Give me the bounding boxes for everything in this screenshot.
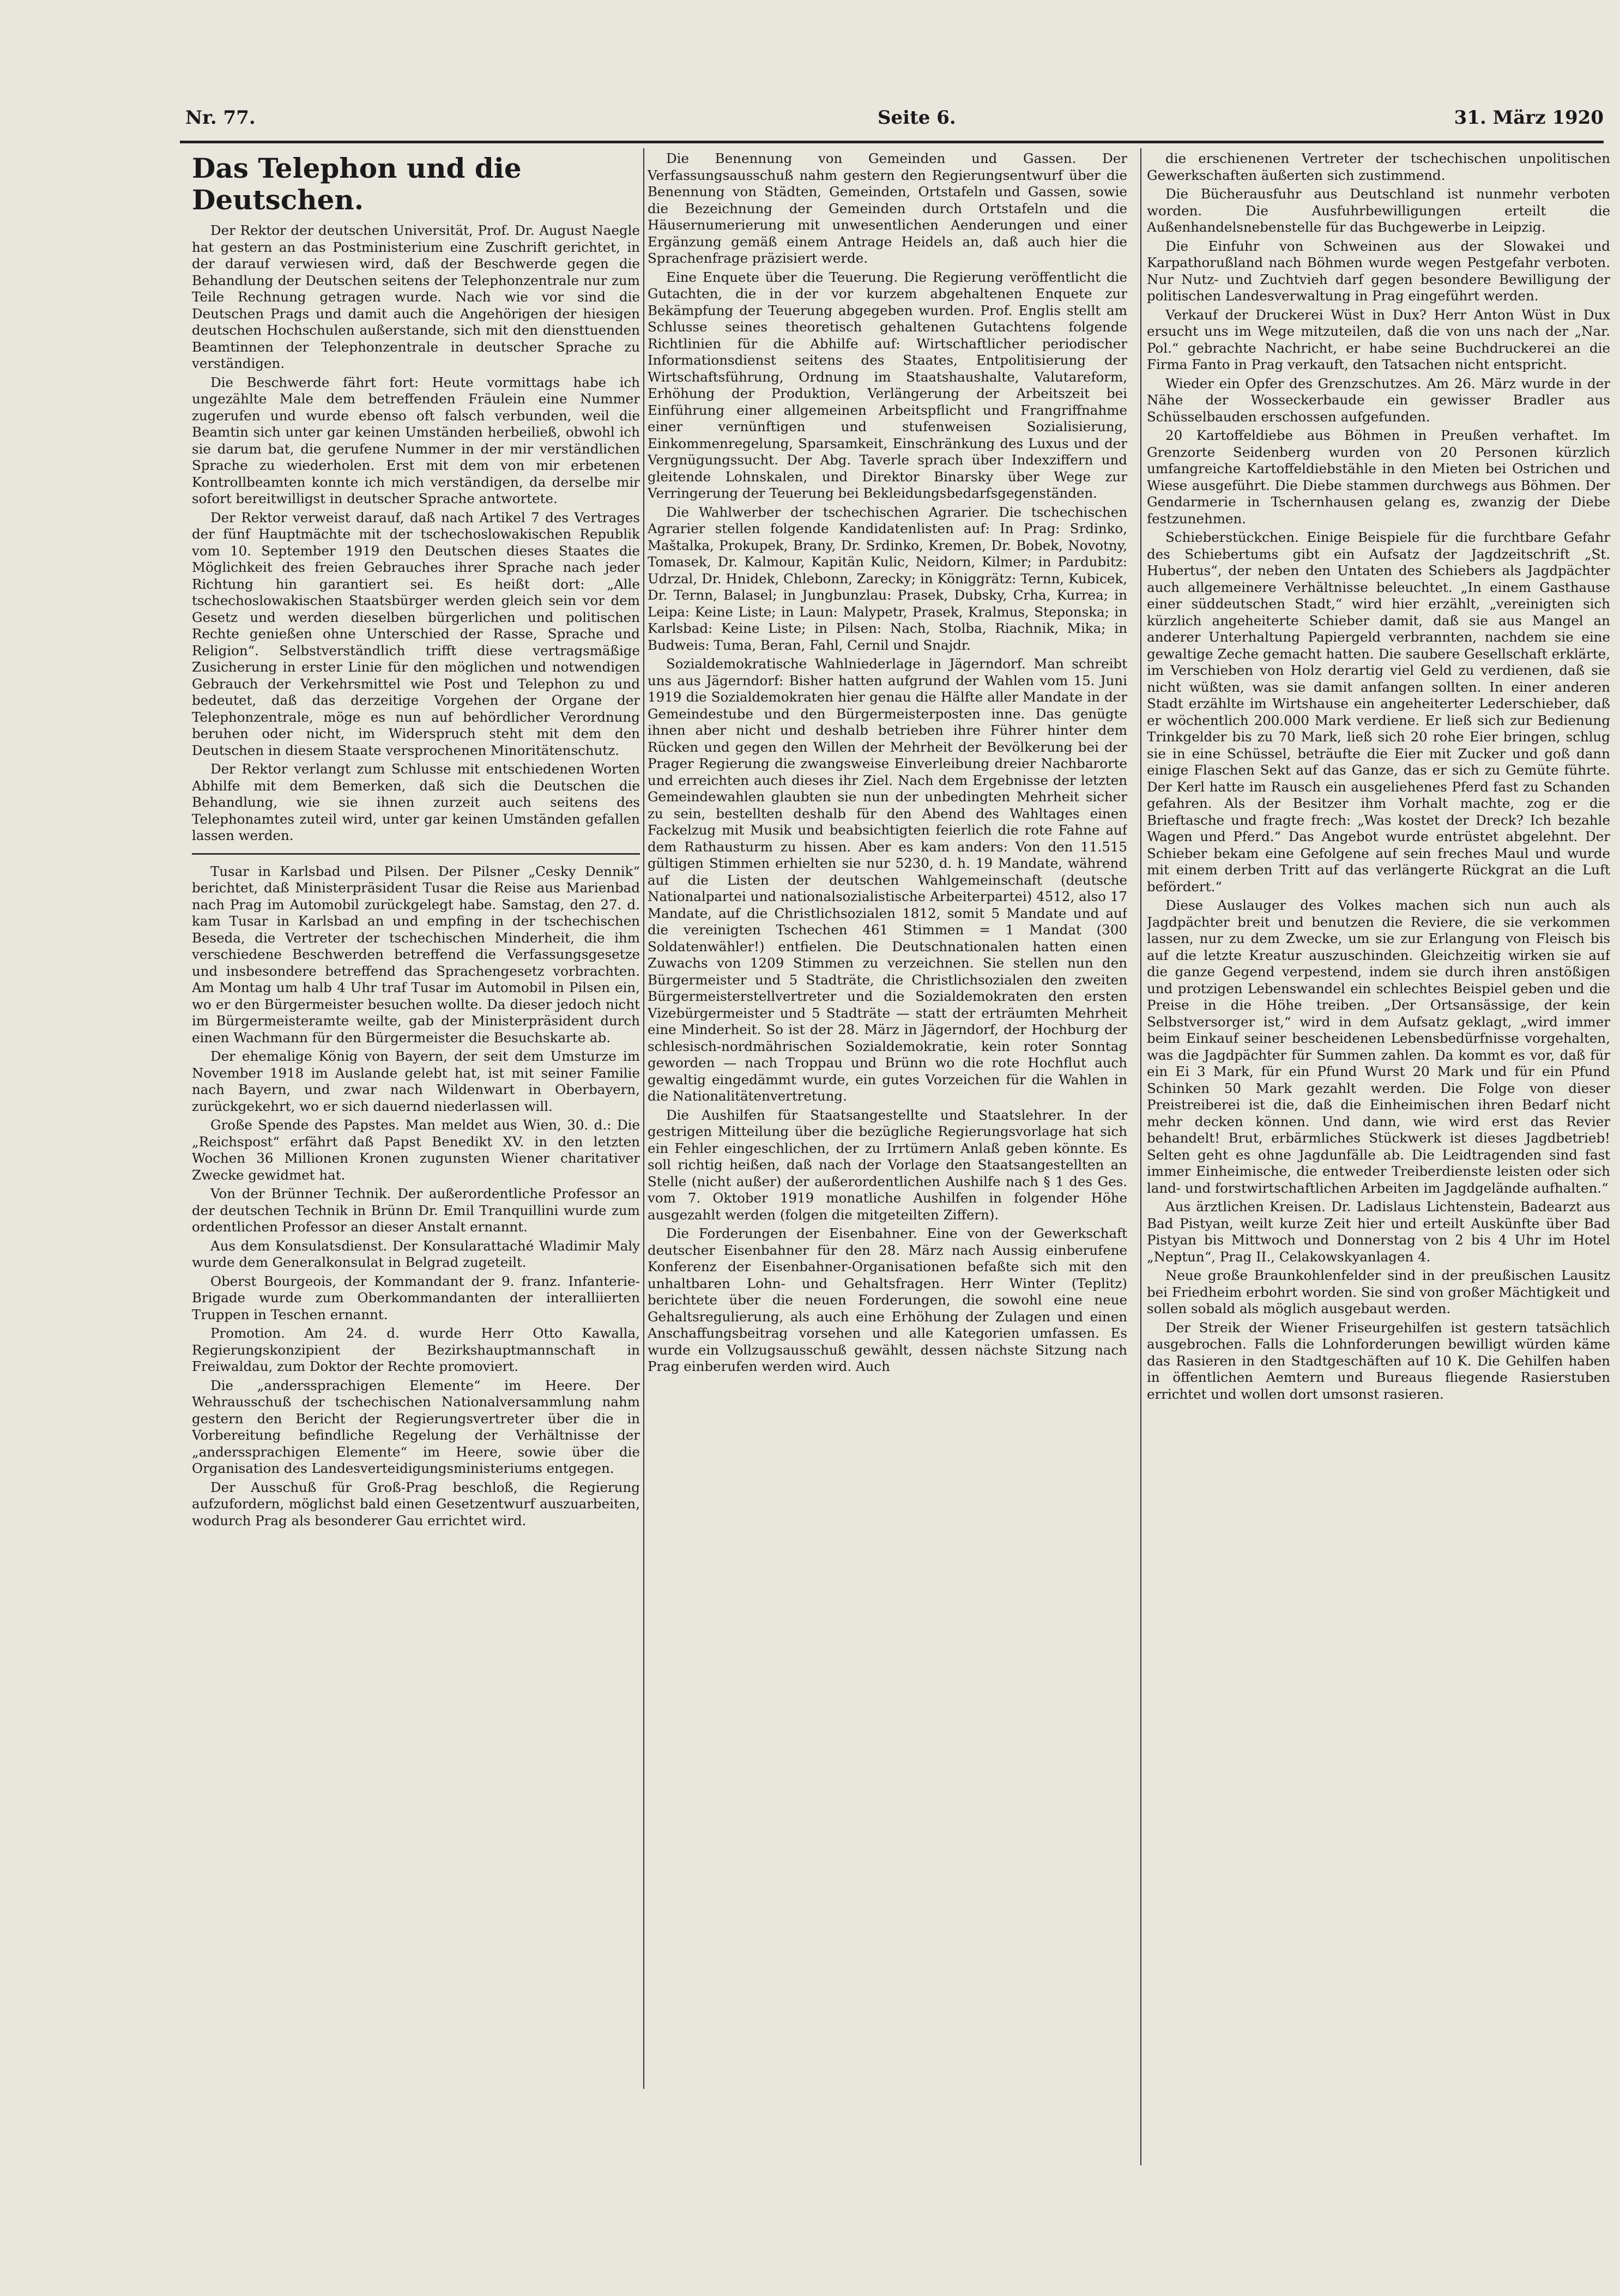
news-item: Der Ausschuß für Groß-Prag beschloß, die Regierung aufzufordern, möglichst bald einen Gesetzentwurf auszuarbeiten, wodurch Prag als besonderer Gau errichtet wird. [192, 1479, 640, 1528]
news-item: Die Forderungen der Eisenbahner. Eine von der Gewerkschaft deutscher Eisenbahner für den 28. März nach Aussig einberufene Konferenz der Eisenbahner-Organisationen befaßte sich mit den unhaltbaren Lohn- und Gehaltsfragen. Herr Winter (Teplitz) berichtete über die neuen Forderungen, die sowohl eine neue Gehaltsregulierung, als auch eine Erhöhung der Zulagen und einen Anschaffungsbeitrag vorsehen und alle Kategorien umfassen. Es wurde ein Vollzugsausschuß gewählt, dessen nächste Sitzung nach Prag einberufen werden wird. Auch [648, 1225, 1127, 1374]
issue-number: Nr. 77. [185, 107, 256, 129]
news-item: Die Aushilfen für Staatsangestellte und Staatslehrer. In der gestrigen Mitteilung über die bezügliche Regierungsvorlage hat sich ein Fehler eingeschlichen, der zu Irrtümern Anlaß geben könnte. Es soll richtig heißen, daß nach der Vorlage den Staatsangestellten an Stelle (nicht außer) der außerordentlichen Aushilfe nach § 1 des Ges. vom 7. Oktober 1919 monatliche Aushilfen in folgender Höhe ausgezahlt werden (folgen die mitgeteilten Ziffern). [648, 1107, 1127, 1223]
page-number: Seite 6. [878, 107, 956, 129]
news-item: Die Bücherausfuhr aus Deutschland ist nunmehr verboten worden. Die Ausfuhrbewilligungen erteilt die Außenhandelsnebenstelle für das Buchgewerbe in Leipzig. [1147, 186, 1610, 235]
column-divider [643, 148, 644, 2089]
article-paragraph: Der Rektor der deutschen Universität, Prof. Dr. August Naegle hat gestern an das Postministerium eine Zuschrift gerichtet, in der darauf verwiesen wird, daß der Beschwerde gegen die Behandlung der Deutschen seitens der Telephonzentrale nur zum Teile Rechnung getragen wurde. Nach wie vor sind die Deutschen Prags und damit auch die Angehörigen der hiesigen deutschen Hochschulen außerstande, sich mit den diensttuenden Beamtinnen der Telephonzentrale in deutscher Sprache zu verständigen. [192, 222, 640, 371]
news-item: Promotion. Am 24. d. wurde Herr Otto Kawalla, Regierungskonzipient der Bezirkshauptmannschaft in Freiwaldau, zum Doktor der Rechte promoviert. [192, 1325, 640, 1374]
news-item: Sozialdemokratische Wahlniederlage in Jägerndorf. Man schreibt uns aus Jägerndorf: Bisher hatten aufgrund der Wahlen vom 15. Juni 1919 die Sozialdemokraten hier genau die Hälfte aller Mandate in der Gemeindestube und den Bürgermeisterposten inne. Das genügte ihnen aber nicht und deshalb betrieben ihre Führer hinter dem Rücken und gegen den Willen der Mehrheit der Bevölkerung bei der Prager Regierung die zwangsweise Einverleibung dreier Nachbarorte und erreichten auch dieses ihr Ziel. Nach dem Ergebnisse der letzten Gemeindewahlen glaubten sie nun der unbedingten Mehrheit sicher zu sein, bestellten deshalb für den Abend des Wahltages einen Fackelzug mit Musik und beabsichtigten feierlich die rote Fahne auf dem Rathausturm zu hissen. Aber es kam anders: Von den 11.515 gültigen Stimmen erhielten sie nur 5230, d. h. 19 Mandate, während auf die Listen der deutschen Wahlgemeinschaft (deutsche Nationalpartei und nationalsozialistische Arbeiterpartei) 4512, also 17 Mandate, auf die Christlichsozialen 1812, somit 5 Mandate und auf die vereinigten Tschechen 461 Stimmen = 1 Mandat (300 Soldatenwähler!) entfielen. Die Deutschnationalen hatten einen Zuwachs von 1209 Stimmen zu verzeichnen. Sie stellen nun den Bürgermeister und 5 Stadträte, die Christlichsozialen den zweiten Bürgermeisterstellvertreter und die Sozialdemokraten den ersten Vizebürgermeister und 5 Stadträte — statt der erträumten Mehrheit eine Minderheit. So ist der 28. März in Jägerndorf, der Hochburg der schlesisch-nordmährischen Sozialdemokratie, kein roter Sonntag geworden — nach Troppau und Brünn wo die rote Hochflut auch gewaltig eingedämmt wurde, ein gutes Vorzeichen für die Wahlen in die Nationalitätenvertretung. [648, 656, 1127, 1104]
news-item: Verkauf der Druckerei Wüst in Dux? Herr Anton Wüst in Dux ersucht uns im Wege mitzuteilen, daß die von uns nach der „Nar. Pol.“ gebrachte Nachricht, er habe seine Buchdruckerei an die Firma Fanto in Prag verkauft, den Tatsachen nicht entspricht. [1147, 306, 1610, 372]
article-headline: Das Telephon und die Deutschen. [192, 152, 522, 216]
article-separator [192, 853, 640, 855]
news-item: Der ehemalige König von Bayern, der seit dem Umsturze im November 1918 im Auslande gelebt hat, ist mit seiner Familie nach Bayern, und zwar nach Wildenwart in Oberbayern, zurückgekehrt, wo er sich dauernd niederlassen will. [192, 1048, 640, 1114]
news-item: Von der Brünner Technik. Der außerordentliche Professor an der deutschen Technik in Brünn Dr. Emil Tranquillini wurde zum ordentlichen Professor an dieser Anstalt ernannt. [192, 1186, 640, 1235]
issue-date: 31. März 1920 [1454, 107, 1604, 129]
news-item: Schieberstückchen. Einige Beispiele für die furchtbare Gefahr des Schiebertums gibt ein Aufsatz der Jagdzeitschrift „St. Hubertus“, der neben den Untaten des Schiebers als Jagdpächter auch allgemeinere Verhältnisse beleuchtet. „In einem Gasthause einer süddeutschen Stadt,“ wird hier erzählt, „vereinigten sich kürzlich angeheiterte Schieber damit, daß sie aus Mangel an anderer Unterhaltung Papiergeld verbrannten, nachdem sie eine gewaltige Zeche gemacht hatten. Die saubere Gesellschaft erklärte, im Verschieben von Holz derartig viel Geld zu verdienen, daß sie nicht wüßten, was sie damit anfangen sollten. In einer anderen Stadt erzählte im Wirtshause ein angeheiterter Lederschieber, daß er wöchentlich 200.000 Mark verdiene. Er ließ sich zur Bedienung Trinkgelder bis zu 70 Mark, ließ sich 20 rohe Eier bringen, schlug sie in eine Schüssel, beträufte die Eier mit Zucker und goß dann einige Flaschen Sekt auf das Ganze, das er sich zu Gemüte führte. Der Kerl hatte im Rausch ein ausgeliehenes Pferd fast zu Schanden gefahren. Als der Besitzer ihm Vorhalt machte, zog er die Brieftasche und fragte frech: „Was kostet der Dreck? Ich bezahle Wagen und Pferd.“ Das Angebot wurde entrüstet abgelehnt. Der Schieber bekam eine Gefolgene auf sein freches Maul und wurde mit einem derben Tritt auf das verlängerte Rückgrat an die Luft befördert.“ [1147, 529, 1610, 895]
article-paragraph: Die Beschwerde fährt fort: Heute vormittags habe ich ungezählte Male dem betreffenden Fräulein eine Nummer zugerufen und wurde ebenso oft falsch verbunden, weil die Beamtin sich unter gar keinen Umständen herbeiließ, obwohl ich sie darum bat, die gerufene Nummer in der mir verständlichen Sprache zu wiederholen. Erst mit dem von mir erbetenen Kontrollbeamten konnte ich mich verständigen, da derselbe mir sofort bereitwilligst in deutscher Sprache antwortete. [192, 374, 640, 506]
news-item: Oberst Bourgeois, der Kommandant der 9. franz. Infanterie-Brigade wurde zum Oberkommandanten der interalliierten Truppen in Teschen ernannt. [192, 1273, 640, 1322]
news-item: Aus ärztlichen Kreisen. Dr. Ladislaus Lichtenstein, Badearzt aus Bad Pistyan, weilt kurze Zeit hier und erteilt Auskünfte über Bad Pistyan bis Mittwoch und Donnerstag von 2 bis 4 Uhr im Hotel „Neptun“, Prag II., Celakowskyanlagen 4. [1147, 1199, 1610, 1265]
news-item: Wieder ein Opfer des Grenzschutzes. Am 26. März wurde in der Nähe der Wosseckerbaude ein gewisser Bradler aus Schüsselbauden erschossen aufgefunden. [1147, 375, 1610, 425]
news-item: 20 Kartoffeldiebe aus Böhmen in Preußen verhaftet. Im Grenzorte Seidenberg wurden von 20 Personen kürzlich umfangreiche Kartoffeldiebstähle in den Mieten bei Ostrichen und Wiese ausgeführt. Die Diebe stammen durchwegs aus Böhmen. Der Gendarmerie in Tschernhausen gelang es, zwanzig der Diebe festzunehmen. [1147, 427, 1610, 527]
column-3 [1147, 150, 1610, 2156]
news-item: Diese Auslauger des Volkes machen sich nun auch als Jagdpächter breit und benutzen die Reviere, die sie verkommen lassen, nur zu dem Zwecke, um sie zur Erlangung von Fleisch bis auf die letzte Kreatur auszuschinden. Gleichzeitig wirken sie auf die ganze Gegend verpestend, indem sie durch ihren anstößigen und protzigen Lebenswandel ein schlechtes Beispiel geben und die Preise in die Höhe treiben. „Der Ortsansässige, der kein Selbstversorger ist,“ wird in dem Aufsatz geklagt, „wird immer beim Einkauf seiner bescheidenen Lebensbedürfnisse vorgehalten, was die Jagdpächter für Summen zahlen. Da kommt es vor, daß für ein Ei 3 Mark, für ein Pfund Wurst 20 Mark und für ein Pfund Schinken 50 Mark gezahlt werden. Die Folge von dieser Preistreiberei ist die, daß die Einheimischen ihren Bedarf nicht mehr decken können. Und dann, wie wird erst das Revier behandelt! Brut, erbärmliches Stückwerk ist dieses Jagdbetrieb! Selten geht es ohne Jagdunfälle ab. Die Leidtragenden sind fast immer Einheimische, die entweder Treiberdienste leisten oder sich land- und forstwirtschaftlichen Arbeiten im Jagdgelände aufhalten.“ [1147, 897, 1610, 1196]
article-paragraph: Der Rektor verlangt zum Schlusse mit entschiedenen Worten Abhilfe mit dem Bemerken, daß sich die Deutschen die Behandlung, wie sie ihnen zurzeit auch seitens des Telephonamtes zuteil wird, unter gar keinen Umständen gefallen lassen werden. [192, 761, 640, 843]
news-item: Aus dem Konsulatsdienst. Der Konsularattaché Wladimir Maly wurde dem Generalkonsulat in Belgrad zugeteilt. [192, 1237, 640, 1270]
news-item: Die Benennung von Gemeinden und Gassen. Der Verfassungsausschuß nahm gestern den Regierungsentwurf über die Benennung von Städten, Gemeinden, Ortstafeln und Gassen, sowie die Bezeichnung der Gemeinden durch Ortstafeln und die Häusernumerierung mit unwesentlichen Aenderungen und einer Ergänzung gemäß einem Antrage Heidels an, daß auch hier die Sprachenfrage präzisiert werde. [648, 150, 1127, 266]
column-2 [648, 150, 1127, 2156]
page-header [174, 107, 1604, 134]
news-item: Eine Enquete über die Teuerung. Die Regierung veröffentlicht die Gutachten, die in der vor kurzem abgehaltenen Enquete zur Bekämpfung der Teuerung abgegeben wurden. Prof. Englis stellt am Schlusse seines theoretisch gehaltenen Gutachtens folgende Richtlinien für die Abhilfe auf: Wirtschaftlicher periodischer Informationsdienst seitens des Staates, Entpolitisierung der Wirtschaftsführung, Ordnung im Staatshaushalte, Valutareform, Erhöhung der Produktion, Verlängerung der Arbeitszeit bei Einführung einer allgemeinen Arbeitspflicht und Frangriffnahme einer vernünftigen und stufenweisen Sozialisierung, Einkommenregelung, Sparsamkeit, Einschränkung des Luxus und der Vergnügungssucht. Der Abg. Taverle sprach über Indexziffern und gleitende Lohnskalen, und Direktor Binarsky über Wege zur Verringerung der Teuerung bei Bekleidungsbedarfsgegenständen. [648, 269, 1127, 501]
news-item: Große Spende des Papstes. Man meldet aus Wien, 30. d.: Die „Reichspost“ erfährt daß Papst Benedikt XV. in den letzten Wochen 36 Millionen Kronen zugunsten Wiener charitativer Zwecke gewidmet hat. [192, 1117, 640, 1183]
column-divider [1140, 148, 1141, 2165]
news-item: die erschienenen Vertreter der tschechischen unpolitischen Gewerkschaften äußerten sich zustimmend. [1147, 150, 1610, 183]
article-paragraph: Der Rektor verweist darauf, daß nach Artikel 7 des Vertrages der fünf Hauptmächte mit der tschechoslowakischen Republik vom 10. September 1919 den Deutschen dieses Staates die Möglichkeit des freien Gebrauches ihrer Sprache nach jeder Richtung hin garantiert sei. Es heißt dort: „Alle tschechoslowakischen Staatsbürger werden gleich sein vor dem Gesetz und werden dieselben bürgerlichen und politischen Rechte genießen ohne Unterschied der Rasse, Sprache und Religion“. Selbstverständlich trifft diese vertragsmäßige Zusicherung in erster Linie für den möglichen und notwendigen Gebrauch der Verkehrsmittel wie Post und Telephon zu und bedeutet, daß das derzeitige Vorgehen der Organe der Telephonzentrale, möge es nun auf behördlicher Verordnung beruhen oder nicht, im Widerspruch steht mit dem den Deutschen in diesem Staate versprochenen Minoritätenschutz. [192, 509, 640, 758]
news-item: Der Streik der Wiener Friseurgehilfen ist gestern tatsächlich ausgebrochen. Falls die Lohnforderungen bewilligt würden käme das Rasieren in den Stadtgeschäften auf 10 K. Die Gehilfen haben in öffentlichen Aemtern und Bureaus fliegende Rasierstuben errichtet und wollen dort umsonst rasieren. [1147, 1319, 1610, 1402]
news-item: Die „anderssprachigen Elemente“ im Heere. Der Wehrausschuß der tschechischen Nationalversammlung nahm gestern den Bericht der Regierungsvertreter über die in Vorbereitung befindliche Regelung der Verhältnisse der „anderssprachigen Elemente“ im Heere, sowie über die Organisation des Landesverteidigungsministeriums entgegen. [192, 1377, 640, 1476]
column-1 [192, 150, 640, 2064]
news-item: Die Einfuhr von Schweinen aus der Slowakei und Karpathorußland nach Böhmen wurde wegen Pestgefahr verboten. Nur Nutz- und Zuchtvieh darf gegen besondere Bewilligung der politischen Landesverwaltung in Prag eingeführt werden. [1147, 238, 1610, 304]
news-item: Neue große Braunkohlenfelder sind in der preußischen Lausitz bei Friedheim erbohrt worden. Sie sind von großer Mächtigkeit und sollen sobald als möglich ausgebaut werden. [1147, 1267, 1610, 1316]
header-rule [180, 141, 1604, 143]
news-item: Die Wahlwerber der tschechischen Agrarier. Die tschechischen Agrarier stellen folgende Kandidatenlisten auf: In Prag: Srdinko, Maštalka, Prokupek, Brany, Dr. Srdinko, Kremen, Dr. Bobek, Novotny, Tomasek, Dr. Kalmour, Kapitän Kulic, Neidorn, Kilmer; in Pardubitz: Udrzal, Dr. Hnidek, Chlebonn, Zarecky; in Königgrätz: Ternn, Kubicek, Dr. Ternn, Balasel; in Jungbunzlau: Prasek, Dubsky, Crha, Kurrea; in Leipa: Keine Liste; in Laun: Malypetr, Prasek, Kralmus, Steponska; in Karlsbad: Keine Liste; in Pilsen: Nach, Stolba, Riachnik, Mika; in Budweis: Tuma, Beran, Fahl, Cernil und Snajdr. [648, 504, 1127, 653]
news-item: Tusar in Karlsbad und Pilsen. Der Pilsner „Cesky Dennik“ berichtet, daß Ministerpräsident Tusar die Reise aus Marienbad nach Prag im Automobil zurückgelegt habe. Samstag, den 27. d. kam Tusar in Karlsbad an und empfing in der tschechischen Beseda, die Vertreter der tschechischen Minderheit, die ihm verschiedene Beschwerden betreffend die Verfassungsgesetze und insbesondere betreffend das Sprachengesetz vorbrachten. Am Montag um halb 4 Uhr traf Tusar im Automobil in Pilsen ein, wo er den Bürgermeister besuchen wollte. Da dieser jedoch nicht im Bürgermeisteramte weilte, gab der Ministerpräsident durch einen Wachmann für den Bürgermeister die Besuchskarte ab. [192, 863, 640, 1046]
